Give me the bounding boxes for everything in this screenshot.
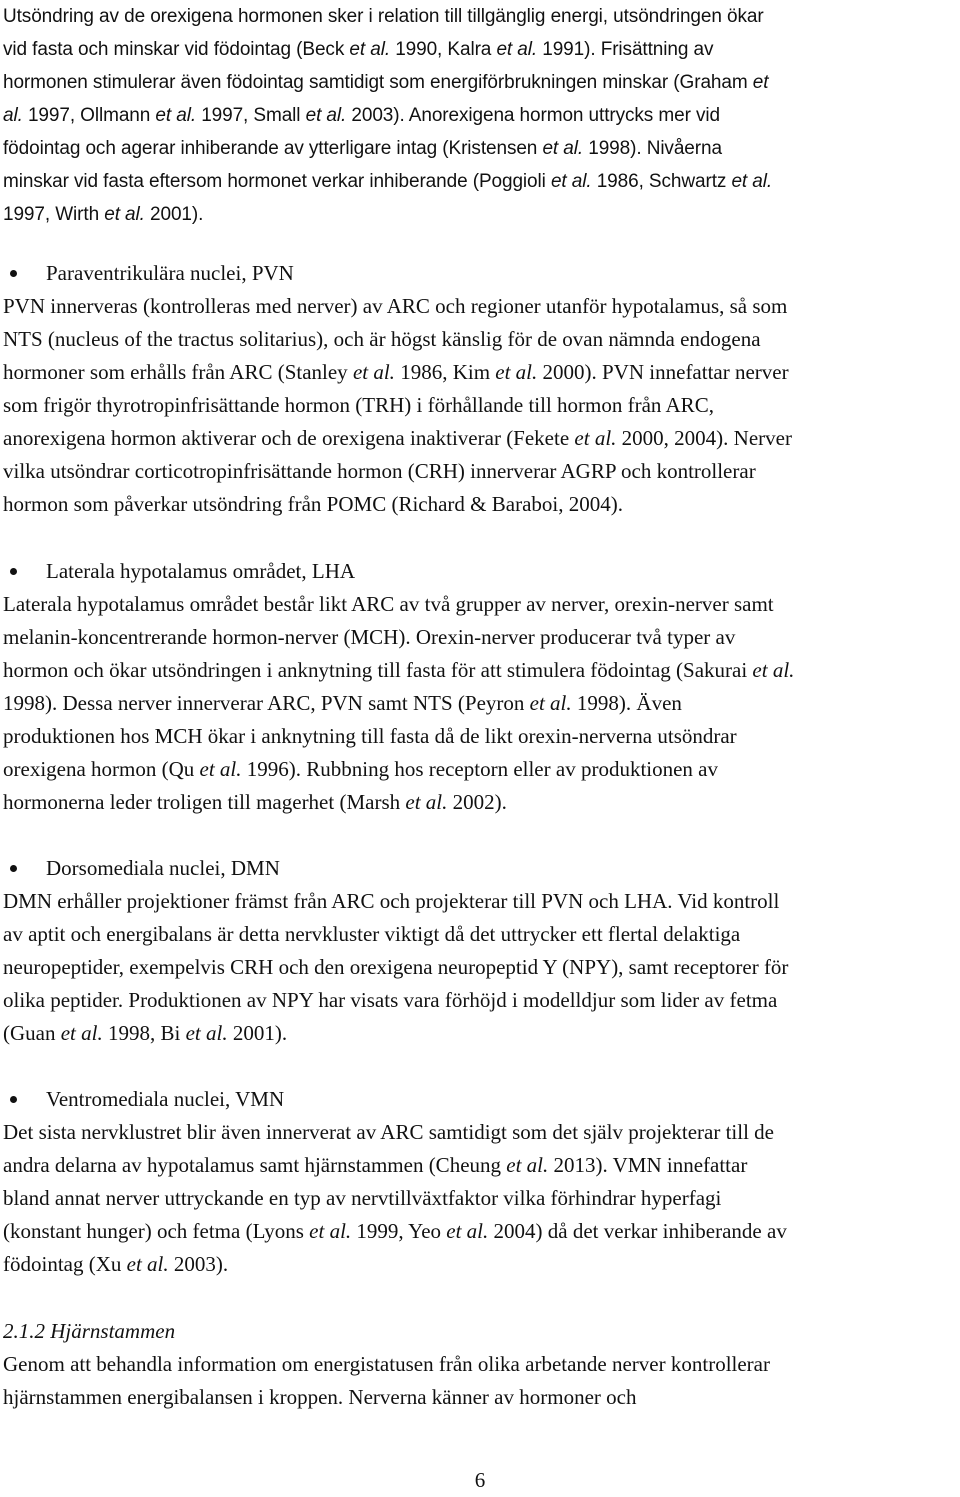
text-line (3, 885, 955, 918)
text-line (3, 1381, 955, 1414)
citation-italic: et al. (496, 39, 538, 60)
text-run: produktionen hos MCH ökar i anknytning till fasta då de likt orexin-nerverna utsöndrar (3, 724, 737, 748)
text-run: vid fasta och minskar vid födointag (Beck (3, 39, 350, 60)
text-line (3, 455, 955, 488)
citation-italic: et al. (752, 658, 795, 682)
text-run: 2000, 2004). Nerver (616, 426, 792, 450)
citation-italic: al. (3, 105, 23, 126)
text-line (3, 1215, 955, 1248)
citation-italic: et al. (574, 426, 617, 450)
text-line (3, 786, 955, 819)
text-run: 1990, Kalra (390, 39, 497, 60)
text-run: (Guan (3, 1021, 61, 1045)
citation-italic: et al. (405, 790, 448, 814)
text-run: 1997, Ollmann (22, 105, 156, 126)
text-run: hormon som påverkar utsöndring från POMC (Richard & Baraboi, 2004). (3, 492, 623, 516)
citation-italic: et al. (349, 39, 391, 60)
text-line (3, 687, 955, 720)
section-heading-label: Ventromediala nuclei, VMN (46, 1087, 285, 1111)
text-run: 1998). Dessa nerver innerverar ARC, PVN samt NTS (Peyron (3, 691, 530, 715)
citation-italic: et (752, 72, 769, 93)
text-run: neuropeptider, exempelvis CRH och den orexigena neuropeptid Y (NPY), samt receptorer för (3, 955, 789, 979)
text-run: (konstant hunger) och fetma (Lyons (3, 1219, 310, 1243)
text-run: 1998). Nivåerna (583, 138, 722, 159)
text-run: 1996). Rubbning hos receptorn eller av produktionen av (241, 757, 718, 781)
text-run: 1991). Frisättning av (537, 39, 714, 60)
text-run: 2003). Anorexigena hormon uttrycks mer vid (346, 105, 720, 126)
text-run: hjärnstammen energibalansen i kroppen. Nerverna känner av hormoner och (3, 1385, 637, 1409)
section-heading-label: Laterala hypotalamus området, LHA (46, 559, 356, 583)
text-run: hormonerna leder troligen till magerhet (Marsh (3, 790, 406, 814)
section-paragraph-dmn (3, 885, 955, 1050)
text-run: 2000). PVN innefattar nerver (537, 360, 789, 384)
text-line (3, 33, 955, 66)
citation-italic: et al. (305, 105, 347, 126)
citation-italic: et al. (60, 1021, 103, 1045)
text-line (3, 918, 955, 951)
text-line (3, 1182, 955, 1215)
text-run: 2001). (227, 1021, 288, 1045)
text-run: NTS (nucleus of the tractus solitarius), och är högst känslig för de ovan nämnda endogena (3, 327, 761, 351)
text-run: 2004) då det verkar inhiberande av (488, 1219, 787, 1243)
text-line (3, 0, 955, 33)
subsection-paragraph (3, 1348, 955, 1414)
text-line (3, 984, 955, 1017)
bullet-icon (10, 270, 17, 277)
text-line (3, 654, 955, 687)
bullet-icon (10, 568, 17, 575)
citation-italic: et al. (155, 105, 197, 126)
text-run: orexigena hormon (Qu (3, 757, 200, 781)
text-run: hormonen stimulerar även födointag samtidigt som energiförbrukningen minskar (Graham (3, 72, 753, 93)
text-run: 2003). (168, 1252, 229, 1276)
text-run: anorexigena hormon aktiverar och de orexigena inaktiverar (Fekete (3, 426, 575, 450)
text-run: 1997, Wirth (3, 204, 105, 225)
text-run: Genom att behandla information om energistatusen från olika arbetande nerver kontrollerar (3, 1352, 770, 1376)
page-number: 6 (474, 1468, 486, 1492)
text-line (3, 132, 955, 165)
section-heading-label: Paraventrikulära nuclei, PVN (46, 261, 294, 285)
section-heading-pvn (0, 257, 940, 290)
citation-italic: et al. (309, 1219, 352, 1243)
citation-italic: et al. (104, 204, 145, 225)
text-run: hormoner som erhålls från ARC (Stanley (3, 360, 353, 384)
bullet-icon (10, 1096, 17, 1103)
text-run: 1997, Small (196, 105, 306, 126)
section-paragraph-pvn (3, 290, 955, 521)
text-run: 1998). Även (571, 691, 682, 715)
citation-italic: et al. (731, 171, 773, 192)
citation-italic: et al. (126, 1252, 169, 1276)
text-run: Utsöndring av de orexigena hormonen sker i relation till tillgänglig energi, utsöndringen ökar (3, 6, 764, 27)
text-line (3, 1149, 955, 1182)
section-heading-lha (0, 555, 940, 588)
text-line (3, 290, 955, 323)
text-run: melanin-koncentrerande hormon-nerver (MCH). Orexin-nerver producerar två typer av (3, 625, 736, 649)
text-line (3, 588, 955, 621)
text-line (3, 99, 955, 132)
citation-italic: et al. (352, 360, 395, 384)
section-paragraph-vmn (3, 1116, 955, 1281)
text-line (3, 323, 955, 356)
text-run: 1986, Kim (394, 360, 496, 384)
text-line (3, 356, 955, 389)
section-heading-vmn (0, 1083, 940, 1116)
section-heading-dmn (0, 852, 940, 885)
text-line (3, 389, 955, 422)
text-run: DMN erhåller projektioner främst från ARC och projekterar till PVN och LHA. Vid kontroll (3, 889, 780, 913)
text-line (3, 1017, 955, 1050)
text-line (3, 66, 955, 99)
text-run: 1998, Bi (102, 1021, 186, 1045)
text-run: olika peptider. Produktionen av NPY har visats vara förhöjd i modelldjur som lider av fetma (3, 988, 778, 1012)
bullet-icon (10, 865, 17, 872)
text-line (3, 422, 955, 455)
text-run: 2001). (144, 204, 204, 225)
subsection-heading: 2.1.2 Hjärnstammen (3, 1319, 176, 1343)
section-heading-label: Dorsomediala nuclei, DMN (46, 856, 280, 880)
text-line (3, 165, 955, 198)
text-run: Det sista nervklustret blir även innerverat av ARC samtidigt som det själv projekterar till de (3, 1120, 774, 1144)
citation-italic: et al. (446, 1219, 489, 1243)
text-line (3, 1248, 955, 1281)
text-line (3, 720, 955, 753)
text-run: födointag och agerar inhiberande av ytterligare intag (Kristensen (3, 138, 543, 159)
citation-italic: et al. (529, 691, 572, 715)
text-line (3, 488, 955, 521)
text-run: PVN innerveras (kontrolleras med nerver) av ARC och regioner utanför hypotalamus, så som (3, 294, 788, 318)
text-run: andra delarna av hypotalamus samt hjärnstammen (Cheung (3, 1153, 507, 1177)
text-line (3, 951, 955, 984)
citation-italic: et al. (185, 1021, 228, 1045)
citation-italic: et al. (495, 360, 538, 384)
text-run: av aptit och energibalans är detta nervkluster viktigt då det uttrycker ett flertal delaktiga (3, 922, 741, 946)
text-run: bland annat nerver uttryckande en typ av nervtillväxtfaktor vilka förhindrar hyperfagi (3, 1186, 722, 1210)
text-run: vilka utsöndrar corticotropinfrisättande hormon (CRH) innerverar AGRP och kontrollerar (3, 459, 756, 483)
citation-italic: et al. (550, 171, 592, 192)
text-line (3, 621, 955, 654)
citation-italic: et al. (542, 138, 584, 159)
text-line (3, 753, 955, 786)
text-run: 2013). VMN innefattar (548, 1153, 748, 1177)
text-line (3, 1116, 955, 1149)
citation-italic: et al. (199, 757, 242, 781)
text-run: som frigör thyrotropinfrisättande hormon (TRH) i förhållande till hormon från ARC, (3, 393, 714, 417)
citation-italic: et al. (506, 1153, 549, 1177)
intro-paragraph (3, 0, 955, 231)
text-run: födointag (Xu (3, 1252, 127, 1276)
text-run: 1986, Schwartz (591, 171, 732, 192)
text-line (3, 198, 955, 231)
text-run: 1999, Yeo (351, 1219, 447, 1243)
text-run: minskar vid fasta eftersom hormonet verkar inhiberande (Poggioli (3, 171, 551, 192)
text-run: hormon och ökar utsöndringen i anknytning till fasta för att stimulera födointag (Sakurai (3, 658, 753, 682)
section-paragraph-lha (3, 588, 955, 819)
text-run: Laterala hypotalamus området består likt ARC av två grupper av nerver, orexin-nerver samt (3, 592, 774, 616)
text-run: 2002). (447, 790, 507, 814)
text-line (3, 1348, 955, 1381)
